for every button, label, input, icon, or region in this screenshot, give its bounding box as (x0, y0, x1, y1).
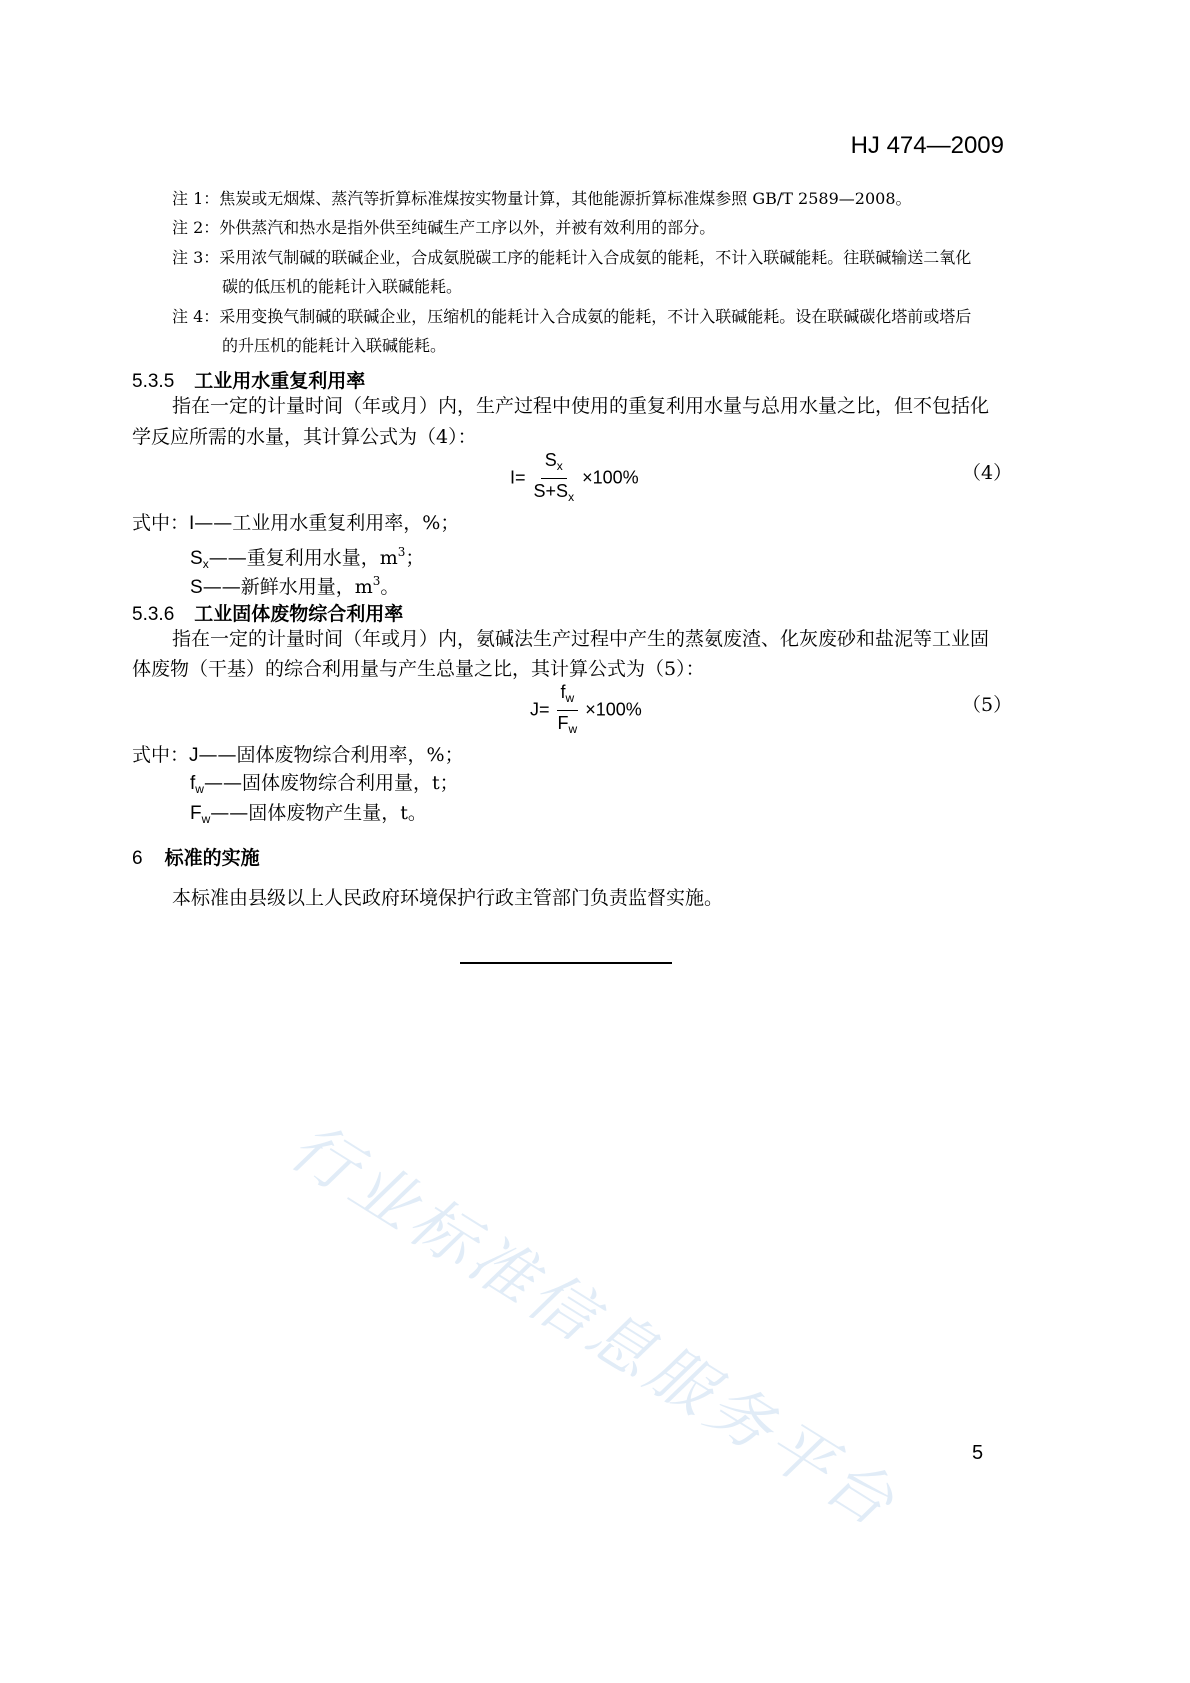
formula-equals: = (515, 467, 526, 488)
section-title: 标准的实施 (164, 847, 260, 869)
formula-4 (510, 449, 639, 508)
def-text: ——新鲜水用量，m (202, 576, 373, 598)
section-number: 5.3.6 (132, 604, 175, 625)
def-fw (190, 770, 459, 802)
formula-multiplier: ×100% (585, 699, 642, 720)
def-symbol: S (190, 548, 203, 569)
fraction-numerator: $f_w$ (557, 681, 579, 711)
def-symbol: J (189, 745, 199, 766)
def-symbol-sub: w (201, 812, 211, 826)
formula-fraction (530, 449, 579, 508)
note-label: 注 3： (172, 248, 220, 267)
section-heading-6 (132, 843, 260, 870)
def-symbol-sub: w (195, 782, 204, 796)
note-3 (172, 247, 971, 269)
def-Fw (190, 800, 427, 832)
def-s (190, 568, 399, 601)
def-symbol: f (190, 773, 196, 794)
document-id: HJ 474—2009 (850, 132, 1004, 159)
note-label: 注 2： (172, 218, 220, 237)
formula-lhs: I (510, 467, 516, 488)
formula-lhs: J (530, 699, 539, 720)
note-1 (172, 188, 912, 210)
where-line-5-3-6 (132, 742, 464, 769)
def-text: ——重复利用水量，m (208, 547, 398, 569)
section-number: 6 (132, 848, 143, 869)
paragraph-5-3-6-line1: 指在一定的计量时间（年或月）内，氨碱法生产过程中产生的蒸氨废渣、化灰废砂和盐泥等工业固 (172, 628, 990, 650)
paragraph-5-3-6-line2: 体废物（干基）的综合利用量与产生总量之比，其计算公式为（5）： (132, 658, 705, 680)
watermark: 行业标准信息服务平台 (277, 1109, 911, 1544)
def-unit-sup: 3 (372, 574, 381, 588)
note-3-continuation: 碳的低压机的能耗计入联碱能耗。 (222, 277, 463, 296)
fraction-numerator: $S_x$ (541, 449, 567, 479)
where-prefix: 式中： (132, 744, 190, 766)
def-tail: 。 (380, 576, 400, 598)
def-text: ——固体废物综合利用率，%； (198, 744, 464, 766)
note-4 (172, 306, 971, 328)
section-title: 工业用水重复利用率 (194, 370, 366, 392)
fraction-denominator: $F_w$ (557, 713, 578, 736)
formula-tag-5: （5） (962, 694, 1013, 716)
note-4-continuation: 的升压机的能耗计入联碱能耗。 (222, 336, 447, 355)
paragraph-6: 本标准由县级以上人民政府环境保护行政主管部门负责监督实施。 (172, 887, 724, 909)
section-title: 工业固体废物综合利用率 (194, 603, 404, 625)
formula-multiplier: ×100% (582, 467, 639, 488)
note-label: 注 1： (172, 189, 220, 208)
note-text: 采用变换气制碱的联碱企业，压缩机的能耗计入合成氨的能耗，不计入联碱能耗。设在联碱碳化塔前或塔后 (219, 307, 972, 326)
note-text: 外供蒸汽和热水是指外供至纯碱生产工序以外，并被有效利用的部分。 (219, 218, 716, 237)
where-prefix: 式中： (132, 512, 190, 534)
paragraph-5-3-5-line2: 学反应所需的水量，其计算公式为（4）： (132, 426, 477, 448)
def-symbol: S (190, 577, 203, 598)
def-text: ——固体废物综合利用量，t； (203, 772, 459, 794)
def-symbol: F (190, 803, 202, 824)
def-symbol-sub: x (202, 557, 209, 571)
section-heading-5-3-6 (132, 599, 403, 626)
section-number: 5.3.5 (132, 371, 175, 392)
formula-5 (530, 681, 642, 740)
formula-fraction (554, 681, 582, 740)
end-rule (460, 962, 672, 964)
fraction-denominator: $S+S_x$ (533, 481, 575, 504)
formula-equals: = (539, 699, 550, 720)
where-line-5-3-5 (132, 510, 459, 537)
formula-tag-4: （4） (962, 462, 1013, 484)
def-symbol: I (189, 513, 195, 534)
def-text: ——工业用水重复利用率，%； (194, 512, 460, 534)
note-label: 注 4： (172, 307, 220, 326)
paragraph-5-3-5-line1: 指在一定的计量时间（年或月）内，生产过程中使用的重复利用水量与总用水量之比，但不包括化 (172, 395, 990, 417)
note-text: 采用浓气制碱的联碱企业，合成氨脱碳工序的能耗计入合成氨的能耗，不计入联碱能耗。往联碱输送二氧化 (219, 248, 972, 267)
def-text: ——固体废物产生量，t。 (210, 802, 427, 824)
def-tail: ； (405, 547, 425, 569)
note-text: 焦炭或无烟煤、蒸汽等折算标准煤按实物量计算，其他能源折算标准煤参照 GB/T 2589—2008。 (219, 189, 912, 208)
page-number: 5 (972, 1442, 984, 1464)
def-unit-sup: 3 (397, 545, 406, 559)
section-heading-5-3-5 (132, 366, 365, 393)
note-2 (172, 217, 715, 239)
